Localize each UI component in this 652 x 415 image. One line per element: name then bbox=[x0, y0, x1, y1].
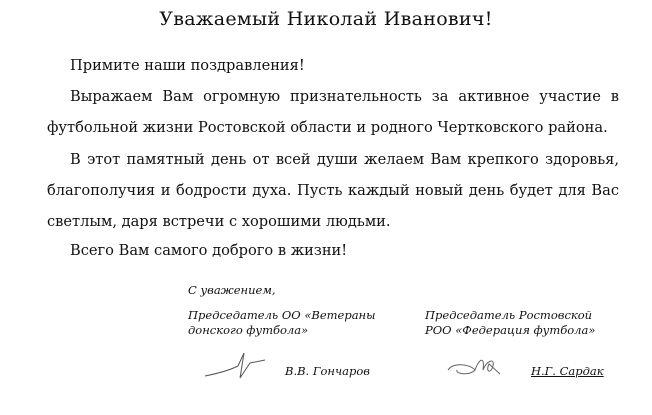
paragraph: Выражаем Вам огромную признательность за активное участие в футбольной жизни Ростовской области и родного Чертковского района. bbox=[47, 88, 619, 136]
signer-2-position: РОО «Федерация футбола» bbox=[425, 323, 596, 337]
paragraph: Примите наши поздравления! bbox=[70, 57, 305, 74]
signature-1 bbox=[200, 348, 270, 383]
signer-2-position: Председатель Ростовской bbox=[425, 308, 593, 322]
signer-1-name: В.В. Гончаров bbox=[285, 364, 370, 378]
signer-1-position: донского футбола» bbox=[188, 323, 309, 337]
letter-title: Уважаемый Николай Иванович! bbox=[159, 8, 493, 30]
signer-1-position: Председатель ОО «Ветераны bbox=[188, 308, 376, 322]
paragraph: Всего Вам самого доброго в жизни! bbox=[70, 242, 348, 259]
signature-2 bbox=[445, 352, 505, 382]
closing: С уважением, bbox=[188, 283, 276, 297]
paragraph: В этот памятный день от всей души желаем Вам крепкого здоровья, благополучия и бодрости духа. Пусть каждый новый день будет для Вас светлым, даря встречи с хорошими людьми. bbox=[47, 151, 619, 230]
signer-2-name: Н.Г. Сардак bbox=[531, 364, 604, 378]
